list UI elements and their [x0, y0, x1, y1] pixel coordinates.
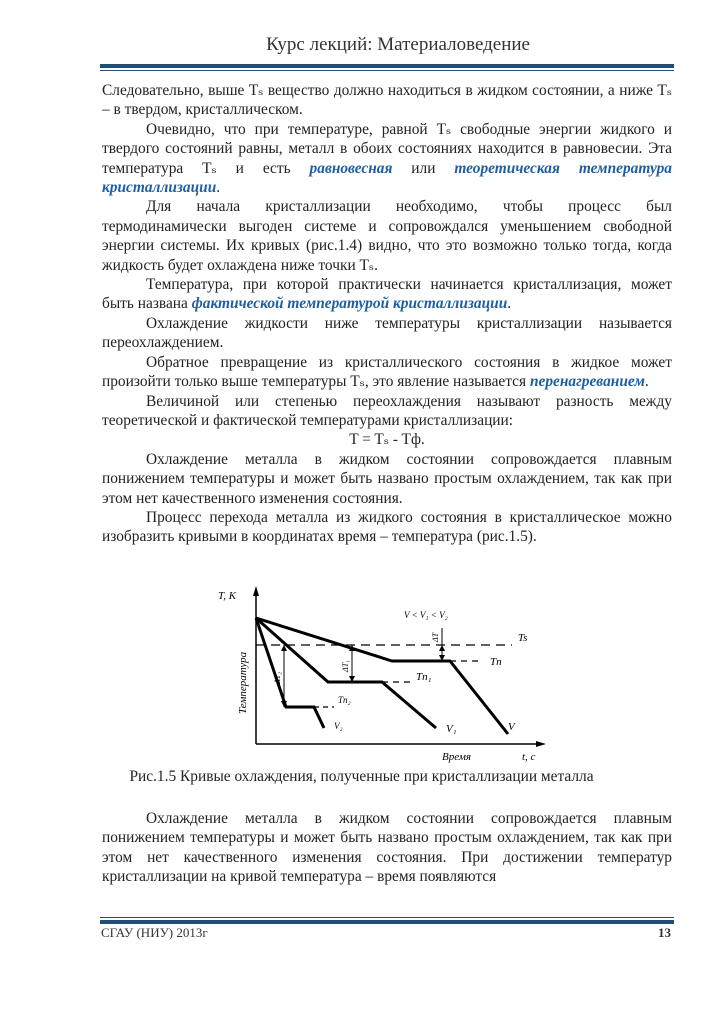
- paragraph: Величиной или степенью переохлаждения называют разность между теоретической и фактической температурами кристаллизации:: [102, 392, 672, 429]
- ts-label: Ts: [518, 632, 528, 644]
- page-header-title: Курс лекций: Материаловедение: [266, 34, 530, 55]
- text-span: Обратное превращение из кристаллического состояния в жидкое может произойти только выше температуры Tₛ, это явление называется: [102, 353, 672, 391]
- tn2-label: Tn₂: [338, 695, 351, 705]
- paragraph: [102, 275, 672, 314]
- paragraph: [102, 120, 672, 198]
- v1-label: V₁: [446, 723, 457, 735]
- cooling-curves-figure: [210, 582, 550, 772]
- header-rule-thin: [100, 70, 674, 71]
- curve-v: [256, 618, 508, 734]
- dt-label: ΔT: [431, 632, 440, 642]
- curve-v2: [256, 618, 324, 728]
- x-axis-label: t, c: [522, 751, 536, 763]
- text-span: или: [392, 159, 455, 177]
- x-axis-title: Время: [442, 751, 471, 763]
- text-span: .: [644, 373, 649, 391]
- header-rule: [100, 64, 674, 68]
- continued-text: [102, 809, 672, 887]
- formula: T = Tₛ - Tф.: [349, 431, 425, 449]
- paragraph: [102, 353, 672, 392]
- term-theoretical-temperature: теоретическая температура кристаллизации: [102, 159, 672, 197]
- v2-label: V₂: [334, 721, 343, 731]
- paragraph: Охлаждение металла в жидком состоянии сопровождается плавным понижением температуры и может быть названо простым охлаждением, так как при этом нет качественного изменения состояния. При достижении температур кристаллизации на кривой температура – время появляются: [102, 810, 672, 886]
- speed-relation: V < V₁ < V₂: [404, 610, 448, 620]
- footer-rule: [100, 920, 674, 924]
- term-equilibrium: равновесная: [309, 159, 393, 177]
- text-span: Очевидно, что при температуре, равной Tₛ свободные энергии жидкого и твердого состояний равны, металл в обоих состояниях находится в равновесии. Эта температура Tₛ и есть: [102, 120, 672, 177]
- tn1-label: Tn₁: [416, 671, 432, 683]
- dt2-label: ΔT₂: [273, 672, 282, 684]
- x-axis-arrow: [536, 741, 546, 747]
- footer-rule-thin: [100, 917, 674, 918]
- main-text: [102, 81, 672, 547]
- footer-institution: СГАУ (НИУ) 2013г: [101, 925, 208, 940]
- curve-v1: [256, 618, 436, 728]
- v-label: V: [508, 721, 515, 733]
- y-axis-title: Температура: [237, 651, 249, 714]
- text-span: Температура, при которой практически начинается кристаллизация, может быть названа: [102, 276, 672, 313]
- term-overheating: перенагреванием: [529, 373, 645, 391]
- paragraph: Охлаждение металла в жидком состоянии сопровождается плавным понижением температуры и может быть названо простым охлаждением, так как при этом нет качественного изменения состояния.: [102, 450, 672, 507]
- tn-label: Tn: [490, 656, 502, 668]
- dt-arrowhead-top: [439, 645, 445, 651]
- term-actual-temperature: фактической температурой кристаллизации: [191, 295, 508, 313]
- paragraph: Процесс перехода металла из жидкого состояния в кристаллическое можно изобразить кривыми в координатах время – температура (рис.1.5).: [102, 508, 672, 546]
- dt1-label: ΔT₁: [341, 660, 350, 672]
- paragraph: Следовательно, выше Tₛ вещество должно находиться в жидком состоянии, а ниже Tₛ – в твердом, кристаллическом.: [102, 82, 672, 119]
- paragraph: Для начала кристаллизации необходимо, чтобы процесс был термодинамически выгоден системе и сопровождался уменьшением свободной энергии системы. Их кривых (рис.1.4) видно, что это возможно только тогда, когда жидкость будет охлаждена ниже точки Tₛ.: [102, 198, 672, 274]
- y-axis-label: T, K: [218, 590, 237, 602]
- paragraph: Охлаждение жидкости ниже температуры кристаллизации называется переохлаждением.: [102, 314, 672, 352]
- text-span: .: [216, 179, 221, 197]
- figure-caption: Рис.1.5 Кривые охлаждения, полученные при кристаллизации металла: [129, 768, 594, 785]
- text-span: .: [507, 295, 512, 313]
- y-axis-arrow: [253, 586, 259, 596]
- page-number: 13: [658, 925, 671, 940]
